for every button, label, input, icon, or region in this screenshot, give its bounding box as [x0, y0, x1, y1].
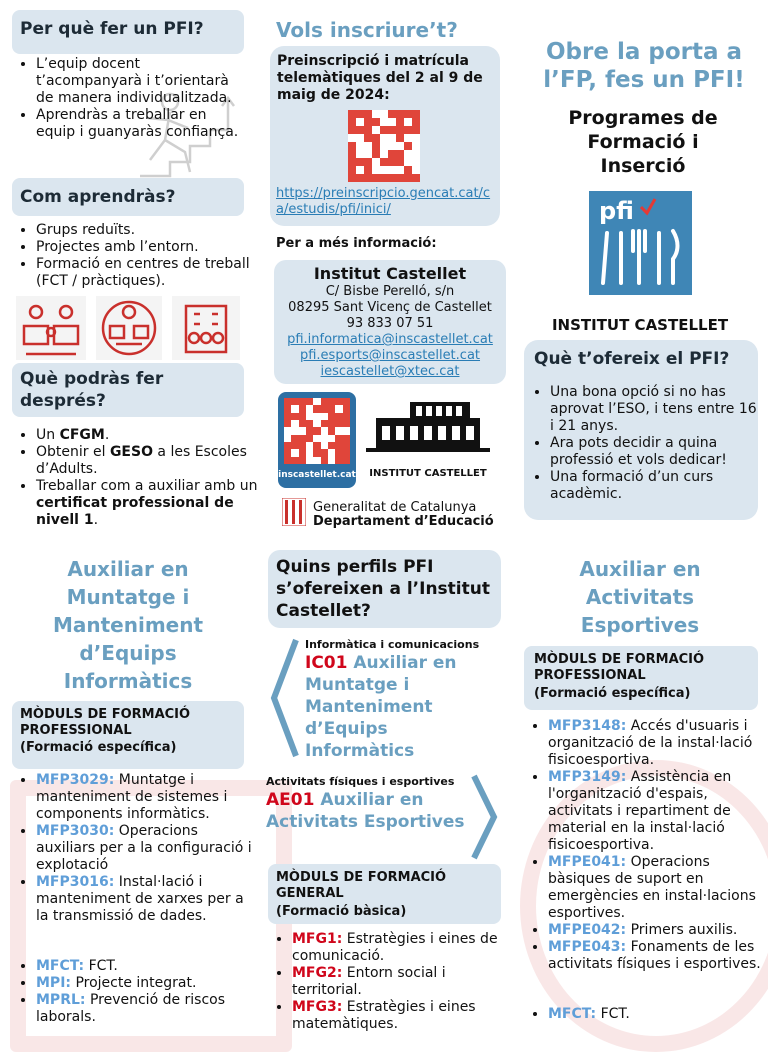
offer-title: Què t’ofereix el PFI?	[534, 349, 730, 369]
qr-module	[321, 457, 328, 464]
qr-module	[388, 166, 396, 174]
offer-list	[524, 384, 758, 503]
qr-module	[291, 442, 298, 449]
qr-module	[335, 457, 342, 464]
qr-module	[356, 174, 364, 182]
more-info-label: Per a més informació:	[276, 236, 437, 251]
qr-module	[372, 166, 380, 174]
after-item: • Obtenir el GESO a les Escoles d’Adults.	[36, 444, 258, 478]
qr-module	[321, 413, 328, 420]
qr-module	[388, 134, 396, 142]
qr-module	[335, 449, 342, 456]
utensils-icon	[597, 227, 685, 289]
qr-module	[343, 398, 350, 405]
qr-module	[364, 126, 372, 134]
qr-module	[306, 442, 313, 449]
qr-module	[306, 413, 313, 420]
qr-module	[412, 110, 420, 118]
qr-module	[299, 435, 306, 442]
qr-module	[306, 449, 313, 456]
qr-module	[404, 134, 412, 142]
qr-module	[335, 405, 342, 412]
qr-module	[313, 427, 320, 434]
module-item: • MFP3149: Assistència en l'organització d'espais, activitats i repartiment de material en la instal·lació fisicoesportiva.	[548, 769, 768, 854]
qr-module	[284, 449, 291, 456]
qr-module	[348, 158, 356, 166]
offer-item: • Ara pots decidir a quina professió et vols dedicar!	[550, 435, 758, 469]
right-chevron-icon	[468, 772, 502, 862]
qr-module	[343, 413, 350, 420]
slogan: Obre la porta a l’FP, fes un PFI!	[543, 39, 745, 93]
qr-module	[348, 142, 356, 150]
qr-module	[412, 142, 420, 150]
qr-module	[388, 118, 396, 126]
qr-module	[412, 118, 420, 126]
module-item: • MFPE043: Fonaments de les activitats físiques i esportives.	[548, 939, 768, 973]
qr-module	[335, 435, 342, 442]
qr-module	[299, 427, 306, 434]
enrol-link[interactable]: https://preinscripcio.gencat.cat/ca/estudis/pfi/inici/	[276, 186, 491, 217]
module-item: • MFPE042: Primers auxilis.	[548, 922, 768, 939]
why-item: • L’equip docent t’acompanyarà i t’orientarà de manera individualitzada.	[36, 56, 246, 107]
department-name: Departament d’Educació	[313, 514, 494, 529]
qr-module	[404, 166, 412, 174]
qr-module	[412, 158, 420, 166]
qr-module	[306, 427, 313, 434]
qr-module	[396, 174, 404, 182]
generalitat-logo-icon	[282, 498, 306, 526]
qr-module	[328, 405, 335, 412]
qr-module	[328, 413, 335, 420]
enrol-qr-code	[348, 110, 420, 182]
qr-module	[364, 158, 372, 166]
qr-module	[348, 118, 356, 126]
qr-module	[321, 398, 328, 405]
after-list	[18, 427, 258, 529]
qr-module	[372, 126, 380, 134]
qr-module	[356, 118, 364, 126]
offer-box	[524, 340, 758, 520]
qr-module	[404, 150, 412, 158]
qr-module	[348, 110, 356, 118]
address-line1: C/ Bisbe Perelló, s/n	[325, 284, 455, 299]
qr-module	[328, 420, 335, 427]
module-item: • MFG1: Estratègies i eines de comunicació.	[292, 931, 514, 965]
qr-module	[348, 134, 356, 142]
qr-module	[343, 405, 350, 412]
qr-module	[343, 435, 350, 442]
module-item: • MPI: Projecte integrat.	[36, 975, 260, 992]
qr-module	[321, 427, 328, 434]
qr-module	[343, 442, 350, 449]
qr-module	[306, 420, 313, 427]
building-label: INSTITUT CASTELLET	[369, 468, 487, 479]
qr-module	[291, 405, 298, 412]
qr-module	[372, 142, 380, 150]
qr-module	[328, 435, 335, 442]
qr-module	[321, 405, 328, 412]
qr-module	[299, 449, 306, 456]
qr-module	[372, 134, 380, 142]
how-list	[18, 222, 251, 290]
qr-module	[380, 134, 388, 142]
module-item: • MFG2: Entorn social i territorial.	[292, 965, 514, 999]
email-informatica[interactable]: pfi.informatica@inscastellet.cat	[287, 332, 493, 347]
qr-module	[372, 118, 380, 126]
module-item: • MPRL: Prevenció de riscos laborals.	[36, 992, 260, 1026]
qr-module	[404, 118, 412, 126]
qr-module	[284, 457, 291, 464]
qr-module	[364, 142, 372, 150]
left-chevron-icon	[266, 636, 302, 760]
qr-module	[299, 442, 306, 449]
qr-module	[412, 150, 420, 158]
qr-module	[343, 457, 350, 464]
qr-module	[404, 142, 412, 150]
qr-module	[321, 435, 328, 442]
qr-module	[380, 174, 388, 182]
website-qr-card	[278, 392, 356, 488]
qr-module	[284, 442, 291, 449]
qr-module	[313, 398, 320, 405]
qr-module	[299, 457, 306, 464]
qr-module	[412, 134, 420, 142]
profile-ic-title: Auxiliar en Muntatge i Manteniment d’Equips Informàtics	[52, 557, 204, 693]
why-title: Per què fer un PFI?	[20, 19, 204, 39]
qr-module	[321, 442, 328, 449]
checkmark-icon	[639, 197, 657, 217]
module-item: • MFP3029: Muntatge i manteniment de sistemes i components informàtics.	[36, 772, 260, 823]
qr-module	[388, 126, 396, 134]
qr-module	[404, 110, 412, 118]
qr-module	[364, 134, 372, 142]
qr-module	[328, 427, 335, 434]
module-item: • MFP3148: Accés d'usuaris i organització de la instal·lació fisicoesportiva.	[548, 718, 768, 769]
qr-module	[335, 442, 342, 449]
general-modules-list	[274, 931, 514, 1033]
email-general[interactable]: iescastellet@xtec.cat	[320, 364, 460, 379]
why-list	[18, 56, 246, 141]
qr-module	[348, 150, 356, 158]
qr-module	[321, 449, 328, 456]
qr-module	[380, 142, 388, 150]
qr-module	[356, 110, 364, 118]
after-title: Què podràs fer després?	[20, 369, 164, 411]
qr-module	[356, 142, 364, 150]
qr-module	[404, 126, 412, 134]
qr-module	[343, 449, 350, 456]
qr-module	[364, 166, 372, 174]
module-item: • MFP3030: Operacions auxiliars per a la configuració i explotació	[36, 823, 260, 874]
qr-module	[356, 134, 364, 142]
general-modules-box	[268, 864, 501, 924]
qr-module	[306, 405, 313, 412]
tools-icon	[96, 296, 162, 360]
qr-module	[284, 427, 291, 434]
qr-module	[291, 435, 298, 442]
qr-module	[356, 126, 364, 134]
qr-module	[313, 442, 320, 449]
module-item: • MFCT: FCT.	[36, 958, 260, 975]
fam1-label: Informàtica i comunicacions	[305, 638, 480, 651]
qr-module	[356, 150, 364, 158]
pfi-logo	[589, 191, 692, 295]
fam2-label: Activitats físiques i esportives	[266, 775, 455, 788]
profile-ic01: IC01 Auxiliar en Muntatge i Manteniment d’Equips Informàtics	[305, 653, 457, 761]
qr-module	[404, 174, 412, 182]
offer-item: • Una formació d’un curs acadèmic.	[550, 469, 758, 503]
school-name: Institut Castellet	[313, 264, 467, 283]
qr-module	[335, 413, 342, 420]
enrol-title: Vols inscriure’t?	[276, 18, 458, 42]
qr-module	[404, 158, 412, 166]
qr-module	[335, 427, 342, 434]
qr-module	[364, 174, 372, 182]
qr-module	[380, 158, 388, 166]
qr-module	[396, 166, 404, 174]
qr-module	[412, 174, 420, 182]
teamwork-icon	[16, 296, 86, 360]
left-extra-list	[18, 958, 260, 1026]
qr-module	[396, 126, 404, 134]
generalitat-name: Generalitat de Catalunya	[313, 500, 477, 515]
qr-module	[380, 166, 388, 174]
qr-module	[364, 150, 372, 158]
qr-module	[356, 166, 364, 174]
right-modules-sub: (Formació específica)	[534, 686, 691, 701]
qr-module	[388, 174, 396, 182]
workplace-icon	[172, 296, 240, 360]
address-line2: 08295 Sant Vicenç de Castellet	[288, 300, 492, 315]
school-building-icon	[366, 398, 490, 462]
qr-module	[299, 405, 306, 412]
general-modules-title: MÒDULS DE FORMACIÓ GENERAL	[276, 870, 447, 901]
qr-module	[348, 174, 356, 182]
qr-module	[396, 150, 404, 158]
right-modules-title: MÒDULS DE FORMACIÓ PROFESSIONAL	[534, 652, 705, 683]
email-esports[interactable]: pfi.esports@inscastellet.cat	[299, 348, 481, 363]
qr-module	[372, 110, 380, 118]
offer-item: • Una bona opció si no has aprovat l’ESO, i tens entre 16 i 21 anys.	[550, 384, 758, 435]
website-qr-code	[284, 398, 350, 464]
qr-module	[291, 449, 298, 456]
qr-module	[335, 398, 342, 405]
qr-module	[396, 142, 404, 150]
how-box	[12, 178, 244, 216]
profiles-box	[268, 550, 501, 628]
after-item: • Treballar com a auxiliar amb un certificat professional de nivell 1.	[36, 478, 258, 529]
qr-module	[388, 158, 396, 166]
qr-module	[284, 420, 291, 427]
qr-module	[388, 150, 396, 158]
qr-module	[291, 427, 298, 434]
qr-module	[372, 174, 380, 182]
profile-ae-title: Auxiliar en Activitats Esportives	[579, 557, 701, 637]
qr-module	[380, 150, 388, 158]
qr-module	[380, 118, 388, 126]
qr-module	[380, 110, 388, 118]
qr-module	[284, 435, 291, 442]
qr-module	[313, 435, 320, 442]
qr-module	[313, 405, 320, 412]
qr-module	[412, 126, 420, 134]
qr-module	[372, 158, 380, 166]
qr-module	[335, 420, 342, 427]
enrol-box	[270, 46, 500, 226]
right-extra-list	[530, 1006, 768, 1023]
programs-title: Programes de Formació i Inserció	[568, 107, 718, 177]
right-modules-box	[524, 646, 758, 710]
profiles-title: Quins perfils PFI s’ofereixen a l’Institut Castellet?	[276, 557, 490, 621]
qr-module	[299, 398, 306, 405]
qr-module	[321, 420, 328, 427]
qr-module	[356, 158, 364, 166]
module-item: • MFPE041: Operacions bàsiques de suport en emergències en instal·lacions esportives.	[548, 854, 768, 922]
why-item: • Aprendràs a treballar en equip i guanyaràs confiança.	[36, 107, 246, 141]
left-modules-box	[12, 701, 244, 769]
qr-module	[328, 442, 335, 449]
general-modules-sub: (Formació bàsica)	[276, 904, 407, 919]
qr-module	[343, 427, 350, 434]
qr-module	[388, 142, 396, 150]
qr-module	[291, 413, 298, 420]
qr-module	[284, 405, 291, 412]
institut-name: INSTITUT CASTELLET	[551, 316, 729, 334]
pfi-logo-text: pfi	[599, 197, 634, 225]
qr-module	[291, 457, 298, 464]
qr-module	[348, 126, 356, 134]
qr-module	[380, 126, 388, 134]
qr-module	[306, 435, 313, 442]
left-modules-sub: (Formació específica)	[20, 740, 177, 755]
module-item: • MFP3016: Instal·lació i manteniment de xarxes per a la transmissió de dades.	[36, 874, 260, 925]
qr-module	[328, 449, 335, 456]
qr-module	[396, 134, 404, 142]
qr-module	[348, 166, 356, 174]
contact-box	[274, 260, 506, 384]
profile-ae01: AE01 Auxiliar en Activitats Esportives	[266, 790, 465, 832]
qr-module	[412, 166, 420, 174]
qr-module	[343, 420, 350, 427]
qr-module	[313, 449, 320, 456]
qr-module	[299, 413, 306, 420]
qr-module	[396, 110, 404, 118]
module-item: • MFCT: FCT.	[548, 1006, 768, 1023]
enrol-text: Preinscripció i matrícula telemàtiques del 2 al 9 de maig de 2024:	[277, 53, 483, 103]
qr-module	[313, 457, 320, 464]
qr-module	[306, 398, 313, 405]
qr-module	[396, 158, 404, 166]
phone: 93 833 07 51	[346, 316, 434, 331]
after-box	[12, 363, 244, 417]
qr-module	[291, 420, 298, 427]
qr-module	[313, 420, 320, 427]
module-item: • MFG3: Estratègies i eines matemàtiques.	[292, 999, 514, 1033]
qr-module	[364, 118, 372, 126]
left-modules-title: MÒDULS DE FORMACIÓ PROFESSIONAL	[20, 707, 191, 738]
qr-module	[372, 150, 380, 158]
right-modules-list	[530, 718, 768, 973]
how-item: • Formació en centres de treball (FCT / pràctiques).	[36, 256, 251, 290]
qr-module	[284, 398, 291, 405]
why-box	[12, 10, 244, 54]
qr-caption: inscastellet.cat	[278, 470, 356, 480]
qr-module	[396, 118, 404, 126]
how-item: • Projectes amb l’entorn.	[36, 239, 251, 256]
qr-module	[284, 413, 291, 420]
after-item: • Un CFGM.	[36, 427, 258, 444]
qr-module	[306, 457, 313, 464]
qr-module	[328, 457, 335, 464]
qr-module	[299, 420, 306, 427]
qr-module	[364, 110, 372, 118]
how-title: Com aprendràs?	[20, 187, 176, 207]
left-modules-list	[18, 772, 260, 925]
how-item: • Grups reduïts.	[36, 222, 251, 239]
qr-module	[313, 413, 320, 420]
qr-module	[291, 398, 298, 405]
qr-module	[388, 110, 396, 118]
qr-module	[328, 398, 335, 405]
